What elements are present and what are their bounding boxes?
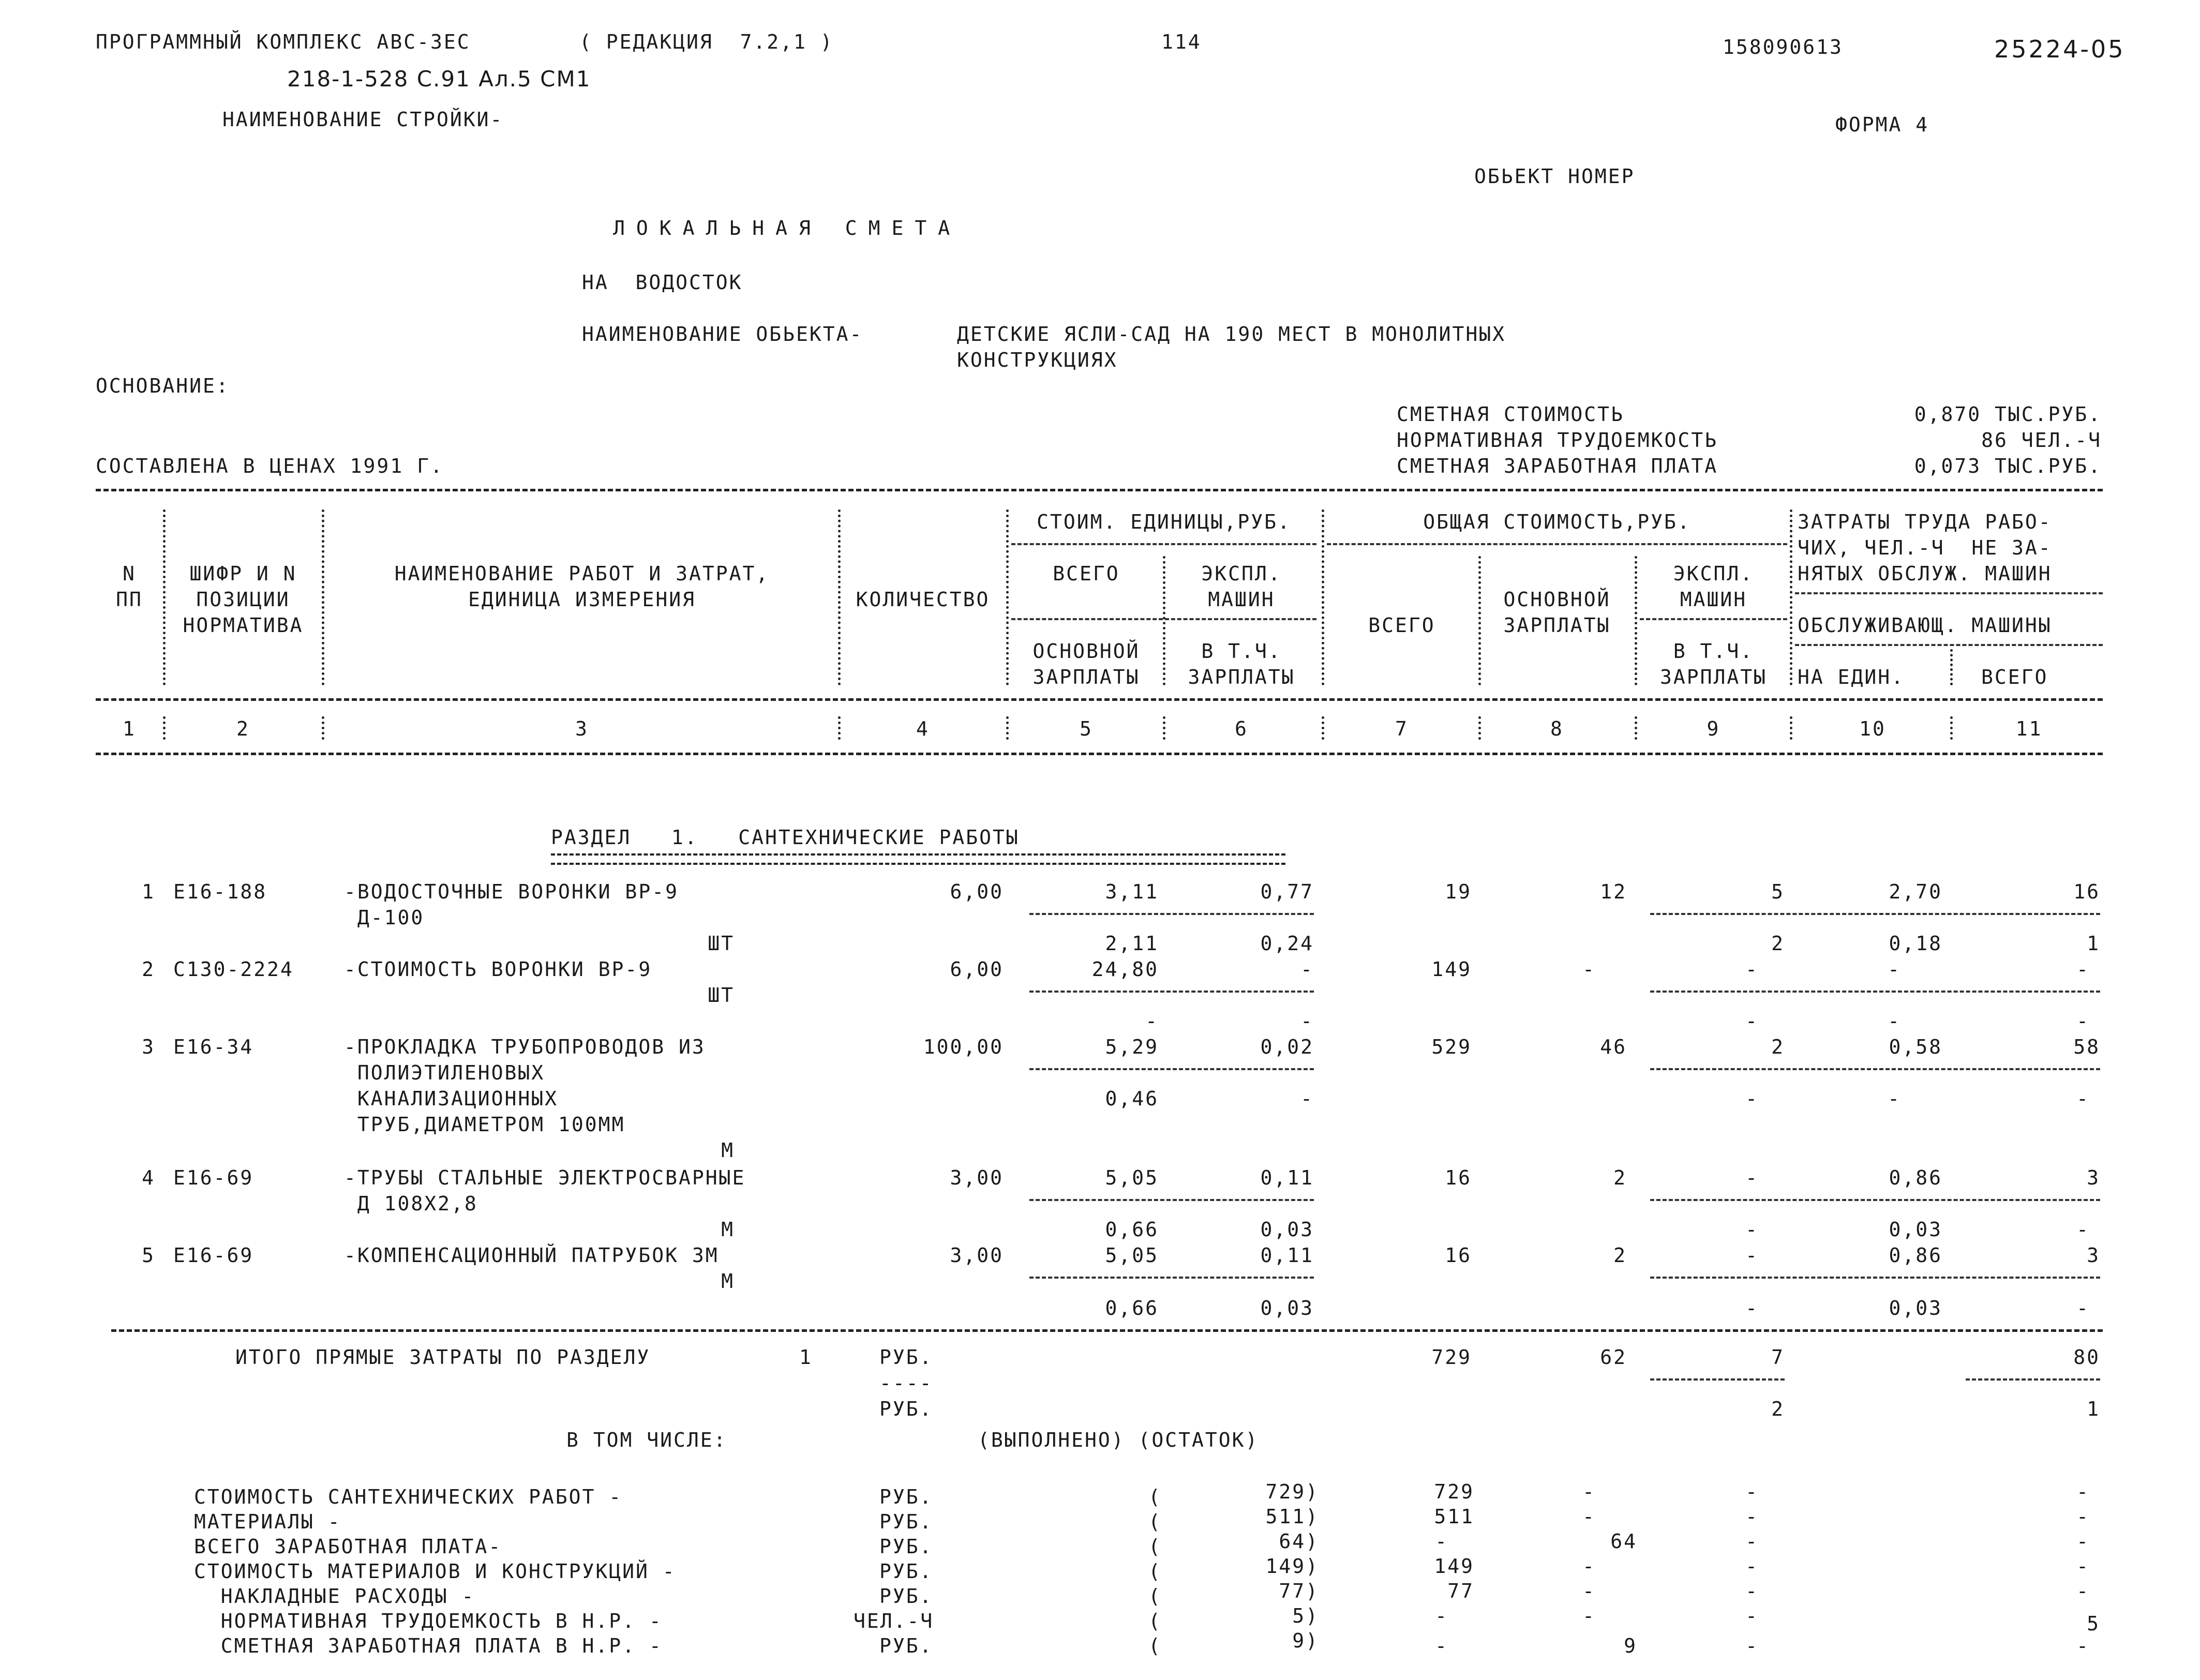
breakdown-remaining: 511): [1265, 1505, 1319, 1528]
row-total-wage: 2: [1613, 1166, 1627, 1189]
col-separator: [1322, 509, 1324, 685]
rows-bottom-rule: [111, 1329, 2103, 1332]
row-labor-per-unit: -: [1888, 958, 1901, 981]
row-subrule: [1029, 1277, 1314, 1279]
summary-label-labor: НОРМАТИВНАЯ ТРУДОЕМКОСТЬ: [1397, 429, 1718, 452]
breakdown-mach: -: [1745, 1555, 1759, 1578]
row-labor-total: 16: [2073, 880, 2100, 903]
header-labor-total: ВСЕГО: [1981, 666, 2048, 688]
row-subrule: [1650, 1068, 2100, 1070]
col-number-10: 10: [1859, 717, 1886, 740]
row-unit-total: 5,29: [1105, 1036, 1159, 1058]
form-label: ФОРМА 4: [1835, 113, 1929, 136]
row-labor-per-unit: 0,86: [1889, 1244, 1942, 1267]
estimate-subject: НА ВОДОСТОК: [582, 271, 743, 294]
col-separator: [1322, 716, 1324, 740]
col-number-3: 3: [575, 717, 589, 740]
breakdown-label: СТОИМОСТЬ МАТЕРИАЛОВ И КОНСТРУКЦИЙ -: [194, 1560, 676, 1583]
row-labor-total: -: [2076, 958, 2090, 981]
row-total-wage: 12: [1600, 880, 1627, 903]
header-unit-incl-2: ЗАРПЛАТЫ: [1188, 666, 1295, 688]
breakdown-wage: -: [1582, 1580, 1596, 1602]
row-total-mach: 2: [1771, 1036, 1785, 1058]
row-unit-wage: 0,66: [1105, 1297, 1159, 1319]
row-labor-per-unit-b: 0,03: [1889, 1297, 1942, 1319]
breakdown-remaining: 77): [1279, 1580, 1319, 1602]
row-unit-mach-wage: 0,03: [1260, 1218, 1314, 1241]
row-code: Е16-188: [173, 880, 267, 903]
col-separator: [322, 509, 324, 685]
col-separator: [1163, 716, 1165, 740]
row-labor-per-unit-b: 0,03: [1889, 1218, 1942, 1241]
row-quantity: 3,00: [950, 1166, 1004, 1189]
breakdown-labor: -: [2076, 1555, 2090, 1578]
breakdown-wage: -: [1582, 1480, 1596, 1503]
breakdown-label: НАКЛАДНЫЕ РАСХОДЫ -: [194, 1585, 475, 1608]
header-col1-line1: N: [123, 562, 136, 585]
row-unit-mach-wage: 0,03: [1260, 1297, 1314, 1319]
row-labor-total-b: -: [2076, 1010, 2090, 1032]
totals-label: ИТОГО ПРЯМЫЕ ЗАТРАТЫ ПО РАЗДЕЛУ: [235, 1346, 651, 1369]
col-number-2: 2: [236, 717, 250, 740]
row-name-line: ТРУБ,ДИАМЕТРОМ 100ММ: [344, 1113, 625, 1136]
totals-unit: РУБ.: [879, 1346, 933, 1369]
row-unit-mach-wage: 0,24: [1260, 932, 1314, 955]
col-number-8: 8: [1550, 717, 1564, 740]
col-separator: [1950, 649, 1953, 685]
breakdown-labor: 5: [2087, 1612, 2100, 1635]
breakdown-remaining: 9): [1292, 1629, 1319, 1652]
breakdown-remaining: 149): [1265, 1555, 1319, 1578]
row-number: 4: [142, 1166, 155, 1189]
header-subrule: [1011, 543, 1316, 545]
header-total-all: ВСЕГО: [1368, 614, 1435, 637]
row-total: 19: [1445, 880, 1472, 903]
totals-unit-2: РУБ.: [879, 1398, 933, 1420]
header-total-mach-1: ЭКСПЛ.: [1673, 562, 1754, 585]
page-number: 114: [1161, 31, 1202, 53]
row-total-wage: 2: [1613, 1244, 1627, 1267]
header-total-incl-1: В Т.Ч.: [1673, 640, 1754, 663]
breakdown-total: -: [1435, 1530, 1448, 1553]
col-separator: [322, 716, 324, 740]
row-quantity: 6,00: [950, 880, 1004, 903]
breakdown-mach: -: [1745, 1604, 1759, 1627]
row-quantity: 100,00: [923, 1036, 1004, 1058]
totals-subrule: [1650, 1378, 1785, 1381]
breakdown-wage: 9: [1624, 1634, 1637, 1657]
row-unit-total: 3,11: [1105, 880, 1159, 903]
row-subrule: [1650, 1199, 2100, 1201]
row-name-line: ПОЛИЭТИЛЕНОВЫХ: [344, 1061, 545, 1084]
header-total-mach-2: МАШИН: [1680, 588, 1747, 611]
row-name-line: -КОМПЕНСАЦИОННЫЙ ПАТРУБОК 3М: [344, 1244, 719, 1267]
row-total: 16: [1445, 1244, 1472, 1267]
col-number-9: 9: [1707, 717, 1720, 740]
row-total-mach: 5: [1771, 880, 1785, 903]
header-unit-wage-2: ЗАРПЛАТЫ: [1032, 666, 1140, 688]
row-number: 2: [142, 958, 155, 981]
row-unit-total: 24,80: [1091, 958, 1159, 981]
breakdown-paren: (: [1148, 1510, 1162, 1533]
row-unit-mach: 0,11: [1260, 1244, 1314, 1267]
header-total-incl-2: ЗАРПЛАТЫ: [1659, 666, 1768, 688]
breakdown-paren: (: [1148, 1486, 1162, 1508]
col-number-4: 4: [916, 717, 930, 740]
totals-wage: 62: [1600, 1346, 1627, 1369]
summary-value-labor: 86 ЧЕЛ.-Ч: [1981, 429, 2102, 452]
totals-labor-b: 1: [2087, 1398, 2100, 1420]
breakdown-remaining: 5): [1292, 1604, 1319, 1627]
col-number-5: 5: [1080, 717, 1093, 740]
row-total-wage: 46: [1600, 1036, 1627, 1058]
col-separator: [163, 509, 166, 685]
header-quantity: КОЛИЧЕСТВО: [856, 588, 990, 611]
construction-label: НАИМЕНОВАНИЕ СТРОЙКИ-: [222, 108, 504, 131]
header-unit-wage-1: ОСНОВНОЙ: [1032, 640, 1140, 663]
col-separator: [1950, 716, 1953, 740]
project-reference: 218-1-528 С.91 Ал.5 СМ1: [287, 66, 591, 92]
row-labor-per-unit: 0,86: [1889, 1166, 1942, 1189]
breakdown-label: МАТЕРИАЛЫ -: [194, 1510, 341, 1533]
col-separator: [1635, 556, 1637, 685]
breakdown-mach: -: [1745, 1505, 1759, 1528]
col-number-7: 7: [1395, 717, 1409, 740]
including-label: В ТОМ ЧИСЛЕ:: [566, 1429, 727, 1451]
totals-subrule: [1966, 1378, 2100, 1381]
header-labor-1: ЗАТРАТЫ ТРУДА РАБО-: [1798, 511, 2052, 533]
row-unit: М: [721, 1139, 735, 1162]
header-col2-line2: ПОЗИЦИИ: [196, 588, 290, 611]
row-unit-total: 5,05: [1105, 1166, 1159, 1189]
document-title: ЛОКАЛЬНАЯ СМЕТА: [613, 217, 962, 239]
row-labor-total-b: -: [2076, 1297, 2090, 1319]
breakdown-paren: (: [1148, 1585, 1162, 1608]
row-total-mach: -: [1745, 1166, 1759, 1189]
breakdown-label: СМЕТНАЯ ЗАРАБОТНАЯ ПЛАТА В Н.Р. -: [194, 1634, 663, 1657]
row-unit-mach-wage: -: [1300, 1087, 1314, 1110]
totals-mach-wage: 2: [1771, 1398, 1785, 1420]
header-labor-sub: ОБСЛУЖИВАЮЩ. МАШИНЫ: [1798, 614, 2052, 637]
breakdown-label: ВСЕГО ЗАРАБОТНАЯ ПЛАТА-: [194, 1535, 502, 1558]
table-header-bottom-rule: [96, 753, 2103, 755]
row-total-mach-wage: -: [1745, 1218, 1759, 1241]
breakdown-mach: -: [1745, 1634, 1759, 1657]
program-name: ПРОГРАММНЫЙ КОМПЛЕКС АВС-3ЕС: [96, 31, 471, 53]
col-separator: [1006, 509, 1009, 685]
header-col3-line1: НАИМЕНОВАНИЕ РАБОТ И ЗАТРАТ,: [394, 562, 770, 585]
col-number-11: 11: [2015, 717, 2043, 740]
summary-label-wage: СМЕТНАЯ ЗАРАБОТНАЯ ПЛАТА: [1397, 455, 1718, 477]
row-unit-mach: 0,11: [1260, 1166, 1314, 1189]
row-subrule: [1029, 913, 1314, 915]
row-name-line: Д 108Х2,8: [344, 1192, 478, 1215]
row-subrule: [1650, 991, 2100, 993]
col-number-1: 1: [123, 717, 136, 740]
header-col3-line2: ЕДИНИЦА ИЗМЕРЕНИЯ: [468, 588, 696, 611]
row-labor-total-b: -: [2076, 1087, 2090, 1110]
breakdown-unit: РУБ.: [879, 1535, 933, 1558]
row-total-wage: -: [1582, 958, 1596, 981]
col-number-6: 6: [1235, 717, 1248, 740]
row-unit: М: [721, 1270, 735, 1293]
breakdown-remaining: 729): [1265, 1480, 1319, 1503]
section-title: РАЗДЕЛ 1. САНТЕХНИЧЕСКИЕ РАБОТЫ: [551, 826, 1020, 849]
row-subrule: [1029, 1199, 1314, 1201]
row-labor-per-unit-b: -: [1888, 1010, 1901, 1032]
breakdown-unit: РУБ.: [879, 1634, 933, 1657]
breakdown-labor: -: [2076, 1580, 2090, 1602]
row-code: С130-2224: [173, 958, 294, 981]
breakdown-total: 77: [1447, 1580, 1474, 1602]
row-total-mach-wage: -: [1745, 1010, 1759, 1032]
header-labor-2: ЧИХ, ЧЕЛ.-Ч НЕ ЗА-: [1798, 536, 2052, 559]
header-total-cost: ОБЩАЯ СТОИМОСТЬ,РУБ.: [1423, 511, 1691, 533]
row-labor-total: 3: [2087, 1166, 2100, 1189]
row-total-mach: -: [1745, 1244, 1759, 1267]
header-subrule: [1327, 543, 1787, 545]
row-code: Е16-69: [173, 1244, 254, 1267]
breakdown-paren: (: [1148, 1560, 1162, 1583]
row-number: 5: [142, 1244, 155, 1267]
row-total: 16: [1445, 1166, 1472, 1189]
table-top-rule: [96, 489, 2103, 491]
totals-labor: 80: [2073, 1346, 2100, 1369]
basis-label: ОСНОВАНИЕ:: [96, 374, 230, 397]
col-separator: [163, 716, 166, 740]
breakdown-mach: -: [1745, 1580, 1759, 1602]
header-unit-mach-1: ЭКСПЛ.: [1201, 562, 1282, 585]
breakdown-mach: -: [1745, 1480, 1759, 1503]
row-unit-mach: -: [1300, 958, 1314, 981]
row-code: Е16-34: [173, 1036, 254, 1058]
row-subrule: [1029, 1068, 1314, 1070]
col-separator: [1163, 556, 1165, 685]
row-subrule: [1650, 1277, 2100, 1279]
row-total-mach: -: [1745, 958, 1759, 981]
breakdown-total: -: [1435, 1634, 1448, 1657]
breakdown-total: 511: [1434, 1505, 1474, 1528]
col-separator: [1790, 716, 1792, 740]
row-unit-mach: 0,77: [1260, 880, 1314, 903]
row-number: 3: [142, 1036, 155, 1058]
row-name-line: -ПРОКЛАДКА ТРУБОПРОВОДОВ ИЗ: [344, 1036, 706, 1058]
row-name-line: -ТРУБЫ СТАЛЬНЫЕ ЭЛЕКТРОСВАРНЫЕ: [344, 1166, 746, 1189]
header-subrule: [1011, 618, 1316, 620]
breakdown-total: 729: [1434, 1480, 1474, 1503]
object-name-line-1: ДЕТСКИЕ ЯСЛИ-САД НА 190 МЕСТ В МОНОЛИТНЫХ: [957, 323, 1506, 346]
totals-total: 729: [1431, 1346, 1472, 1369]
row-name-line: КАНАЛИЗАЦИОННЫХ: [344, 1087, 559, 1110]
breakdown-label: НОРМАТИВНАЯ ТРУДОЕМКОСТЬ В Н.Р. -: [194, 1610, 663, 1632]
object-name-line-2: КОНСТРУКЦИЯХ: [957, 349, 1118, 371]
col-separator: [1006, 716, 1009, 740]
breakdown-unit: РУБ.: [879, 1510, 933, 1533]
header-col2-line1: ШИФР И N: [189, 562, 297, 585]
row-name-line: Д-100: [344, 906, 425, 929]
breakdown-labor: -: [2076, 1634, 2090, 1657]
row-labor-per-unit-b: 0,18: [1889, 932, 1942, 955]
header-total-wage-2: ЗАРПЛАТЫ: [1503, 614, 1611, 637]
col-separator: [1478, 716, 1481, 740]
breakdown-labor: -: [2076, 1530, 2090, 1553]
header-total-wage-1: ОСНОВНОЙ: [1503, 588, 1611, 611]
row-labor-total-b: 1: [2087, 932, 2100, 955]
object-number-label: ОБЬЕКТ НОМЕР: [1474, 165, 1635, 188]
col-separator: [838, 716, 841, 740]
row-quantity: 6,00: [950, 958, 1004, 981]
row-unit-wage: 0,46: [1105, 1087, 1159, 1110]
breakdown-unit: РУБ.: [879, 1486, 933, 1508]
document-code: 158090613: [1723, 36, 1843, 58]
prices-basis: СОСТАВЛЕНА В ЦЕНАХ 1991 Г.: [96, 455, 444, 477]
section-underline: [551, 853, 1285, 865]
totals-section-number: 1: [799, 1346, 813, 1369]
breakdown-wage: 64: [1610, 1530, 1637, 1553]
done-remaining-label: (ВЫПОЛНЕНО) (ОСТАТОК): [978, 1429, 1259, 1451]
row-unit-wage: -: [1145, 1010, 1159, 1032]
summary-label-cost: СМЕТНАЯ СТОИМОСТЬ: [1397, 403, 1624, 426]
header-col1-line2: ПП: [116, 588, 143, 611]
row-unit-wage: 0,66: [1105, 1218, 1159, 1241]
row-subrule: [1650, 913, 2100, 915]
row-quantity: 3,00: [950, 1244, 1004, 1267]
row-labor-total: 58: [2073, 1036, 2100, 1058]
breakdown-remaining: 64): [1279, 1530, 1319, 1553]
totals-unit-rule: ----: [879, 1372, 933, 1394]
row-total: 149: [1431, 958, 1472, 981]
row-subrule: [1029, 991, 1314, 993]
header-subrule: [1795, 592, 2103, 594]
col-separator: [838, 509, 841, 685]
breakdown-unit: РУБ.: [879, 1560, 933, 1583]
summary-value-cost: 0,870 ТЫС.РУБ.: [1914, 403, 2102, 426]
row-unit-wage: 2,11: [1105, 932, 1159, 955]
row-unit: ШТ: [708, 984, 735, 1007]
breakdown-total: -: [1435, 1604, 1448, 1627]
row-unit-mach-wage: -: [1300, 1010, 1314, 1032]
breakdown-labor: -: [2076, 1505, 2090, 1528]
breakdown-total: 149: [1434, 1555, 1474, 1578]
header-labor-per-unit: НА ЕДИН.: [1798, 666, 1905, 688]
row-unit-total: 5,05: [1105, 1244, 1159, 1267]
object-label: НАИМЕНОВАНИЕ ОБЬЕКТА-: [582, 323, 863, 346]
row-name-line: -СТОИМОСТЬ ВОРОНКИ ВР-9: [344, 958, 652, 981]
row-name-line: -ВОДОСТОЧНЫЕ ВОРОНКИ ВР-9: [344, 880, 679, 903]
header-divider: [96, 698, 2103, 701]
row-labor-per-unit-b: -: [1888, 1087, 1901, 1110]
header-subrule: [1795, 644, 2103, 646]
header-labor-3: НЯТЫХ ОБСЛУЖ. МАШИН: [1798, 562, 2052, 585]
summary-value-wage: 0,073 ТЫС.РУБ.: [1914, 455, 2102, 477]
header-unit-cost: СТОИМ. ЕДИНИЦЫ,РУБ.: [1037, 511, 1291, 533]
row-total-mach-wage: -: [1745, 1087, 1759, 1110]
row-labor-total-b: -: [2076, 1218, 2090, 1241]
row-number: 1: [142, 880, 155, 903]
breakdown-mach: -: [1745, 1530, 1759, 1553]
breakdown-wage: -: [1582, 1505, 1596, 1528]
col-separator: [1790, 509, 1792, 685]
row-labor-total: 3: [2087, 1244, 2100, 1267]
breakdown-paren: (: [1148, 1610, 1162, 1632]
row-total-mach-wage: 2: [1771, 932, 1785, 955]
row-total-mach-wage: -: [1745, 1297, 1759, 1319]
breakdown-wage: -: [1582, 1604, 1596, 1627]
breakdown-paren: (: [1148, 1535, 1162, 1558]
col-separator: [1635, 716, 1637, 740]
breakdown-wage: -: [1582, 1555, 1596, 1578]
header-unit-total: ВСЕГО: [1053, 562, 1120, 585]
header-subrule: [1640, 618, 1787, 620]
header-unit-mach-2: МАШИН: [1208, 588, 1275, 611]
program-edition: ( РЕДАКЦИЯ 7.2,1 ): [579, 31, 834, 53]
breakdown-labor: -: [2076, 1480, 2090, 1503]
col-separator: [1478, 556, 1481, 685]
row-code: Е16-69: [173, 1166, 254, 1189]
row-total: 529: [1431, 1036, 1472, 1058]
row-labor-per-unit: 2,70: [1889, 880, 1942, 903]
row-unit-mach: 0,02: [1260, 1036, 1314, 1058]
totals-mach: 7: [1771, 1346, 1785, 1369]
breakdown-paren: (: [1148, 1634, 1162, 1657]
breakdown-label: СТОИМОСТЬ САНТЕХНИЧЕСКИХ РАБОТ -: [194, 1486, 623, 1508]
handwritten-reference: 25224-05: [1994, 35, 2126, 63]
breakdown-unit: РУБ.: [879, 1585, 933, 1608]
breakdown-unit: ЧЕЛ.-Ч: [854, 1610, 934, 1632]
row-labor-per-unit: 0,58: [1889, 1036, 1942, 1058]
row-unit: ШТ: [708, 932, 735, 955]
row-unit: М: [721, 1218, 735, 1241]
header-col2-line3: НОРМАТИВА: [183, 614, 304, 637]
header-unit-incl-1: В Т.Ч.: [1201, 640, 1282, 663]
